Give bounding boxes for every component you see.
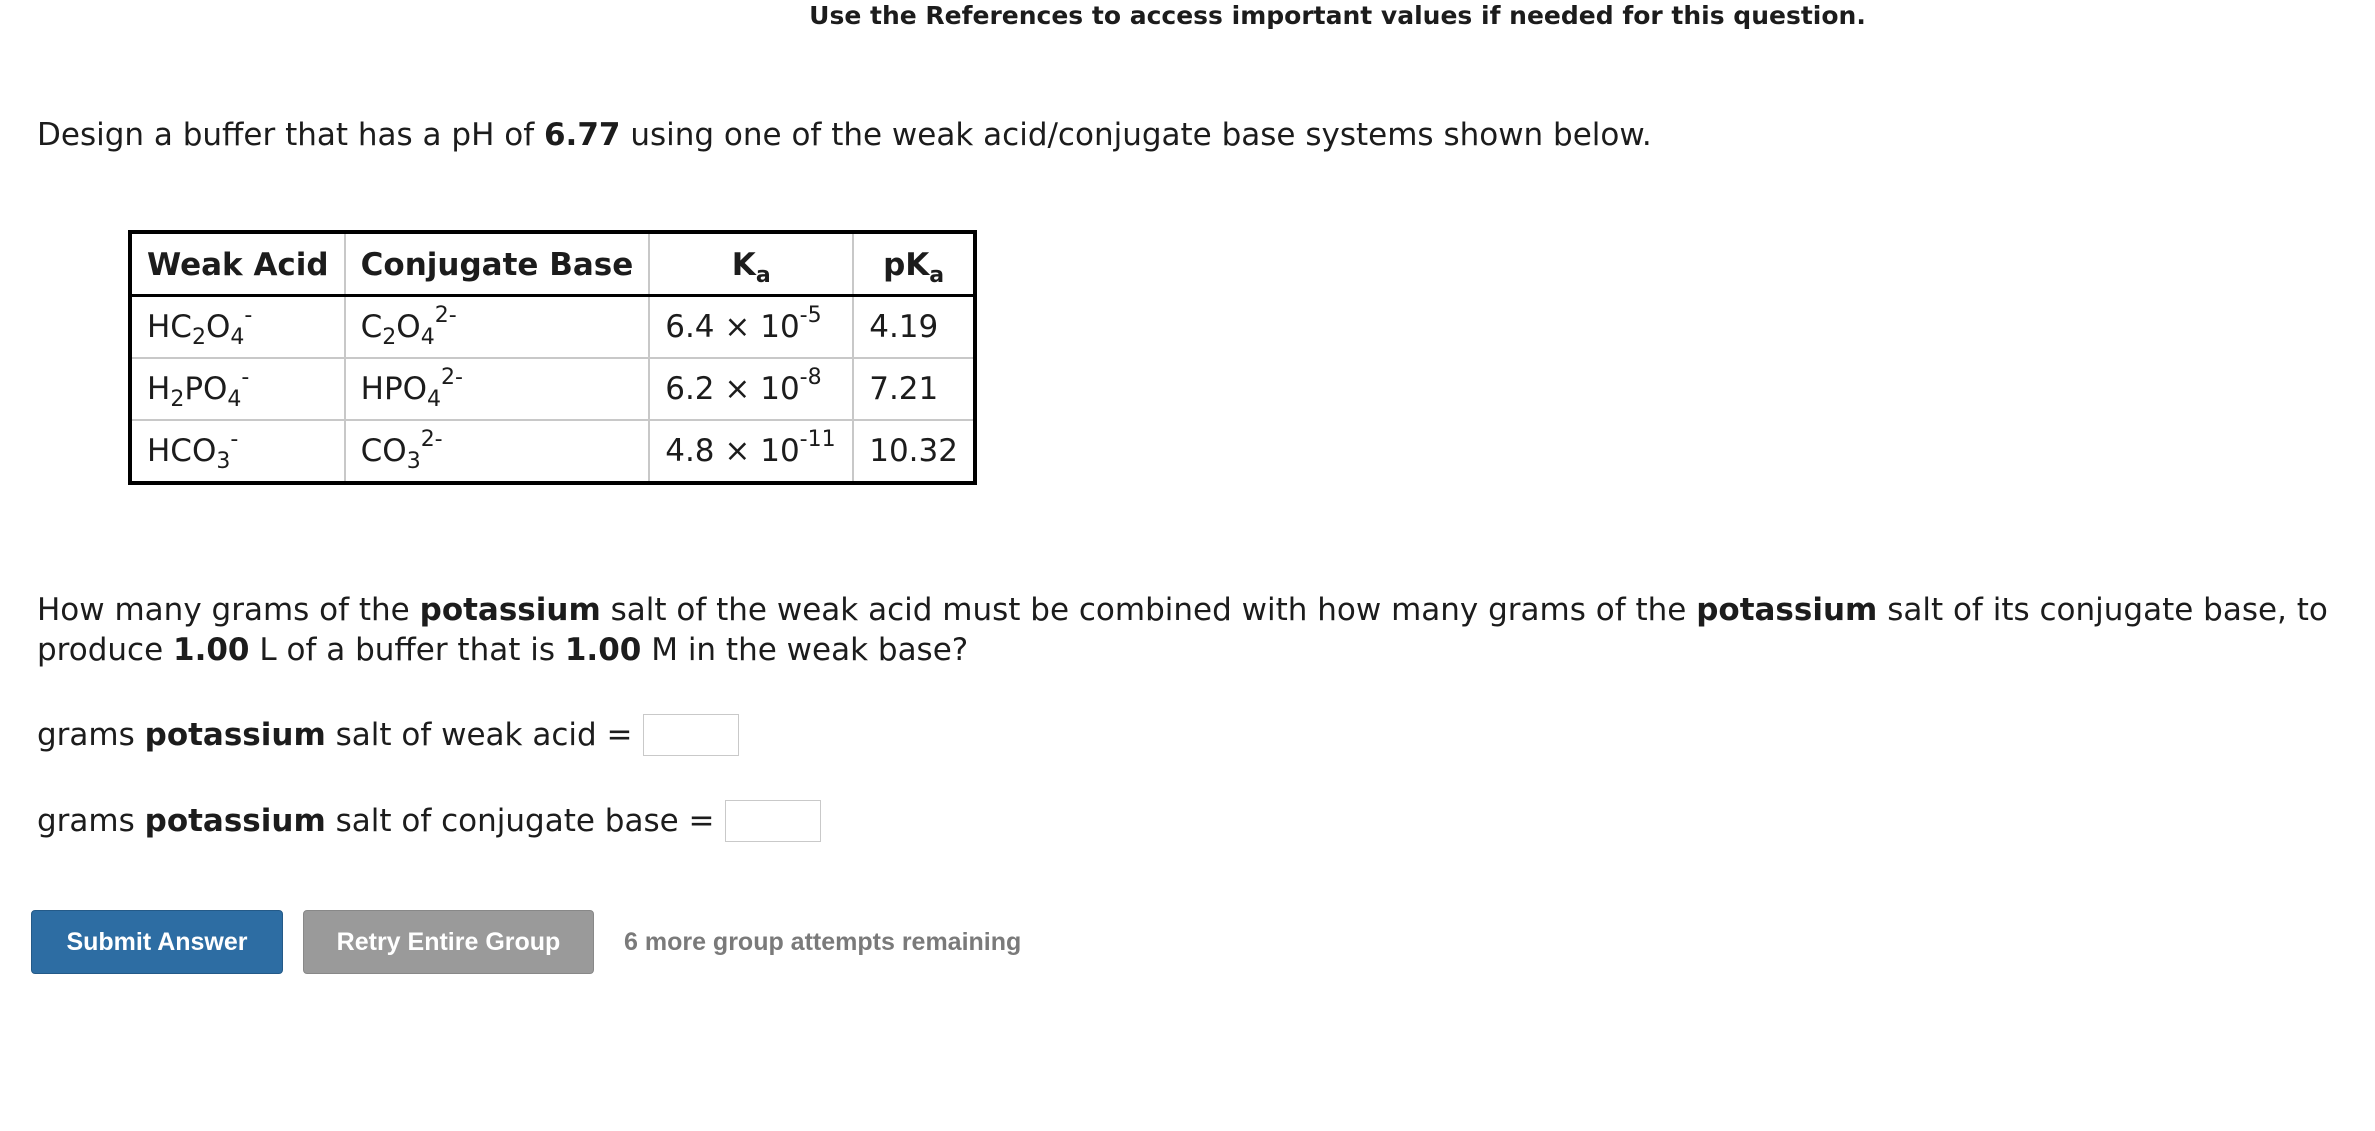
header-conjugate-base: Conjugate Base [345,232,650,296]
pka-cell: 4.19 [853,296,975,359]
prompt-text-after: using one of the weak acid/conjugate base systems shown below. [620,117,1652,153]
ph-value: 6.77 [543,117,621,153]
question-text: How many grams of the potassium salt of the weak acid must be combined with how many grams of the potassium salt of its conjugate base, to produce 1.00 L of a buffer that is 1.00 M in the weak base? [37,592,2328,668]
conjugate-base-grams-input[interactable] [725,800,821,842]
weak-acid-cell: $HCO_3^-$ [130,420,345,483]
table-header-row [130,232,975,296]
references-notice: Use the References to access important values if needed for this question. [809,1,1866,30]
table-row [130,358,975,420]
conjugate-base-answer-label: grams potassium salt of conjugate base = [37,803,715,839]
header-weak-acid: Weak Acid [130,232,345,296]
submit-answer-button[interactable]: Submit Answer [31,910,283,974]
header-ka: $K_a$ [649,232,853,296]
attempts-remaining-text: 6 more group attempts remaining [624,928,1022,956]
table-row [130,420,975,483]
conjugate-base-answer-row [37,800,821,842]
pka-cell: 7.21 [853,358,975,420]
header-pka: $pK_a$ [853,232,975,296]
conjugate-base-cell: $CO_3^{2-}$ [345,420,650,483]
weak-acid-answer-label: grams potassium salt of weak acid = [37,717,633,753]
weak-acid-grams-input[interactable] [643,714,739,756]
ka-cell: $4.8 \times 10^{-11}$ [649,420,853,483]
conjugate-base-cell: $C_2O_4^{2-}$ [345,296,650,359]
weak-acid-answer-row [37,714,739,756]
ka-cell: $6.2 \times 10^{-8}$ [649,358,853,420]
prompt-text-before: Design a buffer that has a pH of [37,117,544,153]
table-row [130,296,975,359]
pka-cell: 10.32 [869,433,958,469]
retry-entire-group-button[interactable]: Retry Entire Group [303,910,594,974]
buffer-prompt [37,116,1652,154]
weak-acid-cell: $HC_2O_4^-$ [130,296,345,359]
acid-base-systems-table [128,230,977,485]
ka-cell: $6.4 \times 10^{-5}$ [649,296,853,359]
conjugate-base-cell: $HPO_4^{2-}$ [345,358,650,420]
weak-acid-cell: $H_2PO_4^-$ [130,358,345,420]
